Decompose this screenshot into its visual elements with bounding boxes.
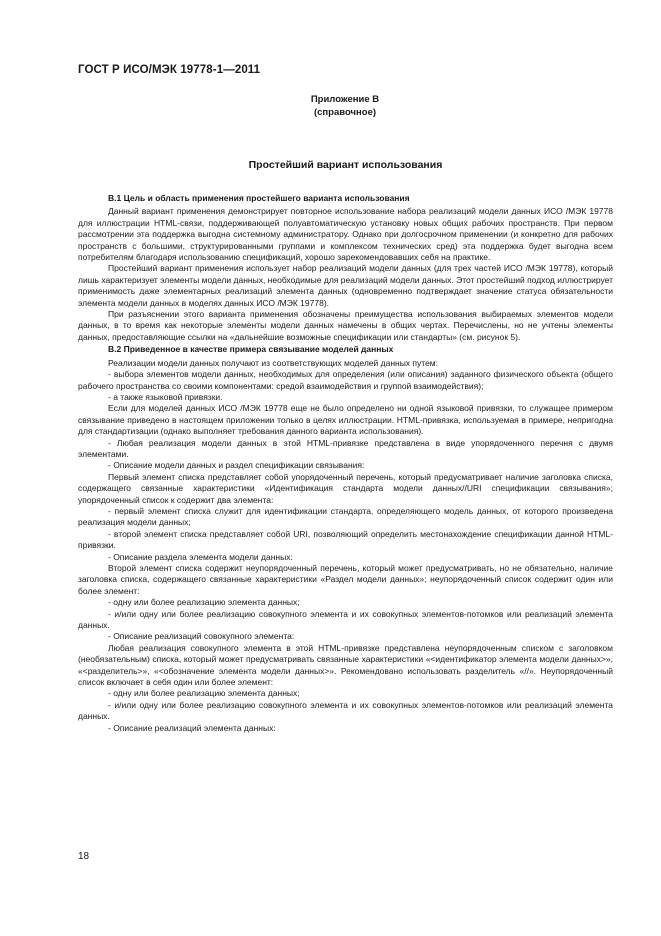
page-number: 18 xyxy=(78,851,90,862)
appendix-title: Простейший вариант использования xyxy=(248,159,443,171)
document-body xyxy=(78,192,613,734)
list-item: - первый элемент списка служит для идентификации стандарта, определяющего модель данных, от которого произведена реализация модели данных; xyxy=(78,505,613,528)
list-item: - и/или одну или более реализацию совокупного элемента и их совокупных элементов-потомков или реализаций элемента данных. xyxy=(78,608,613,631)
appendix-note: (справочное) xyxy=(313,107,377,118)
paragraph: Если для моделей данных ИСО /МЭК 19778 еще не было определено ни одной языковой привязки, то служащее примером связывание приведено в настоящем приложении только в целях иллюстрации. HTML-привязка, используемая в примере, непригодна для стандартизации (однако выполняет требования данного варианта использования). xyxy=(78,403,613,437)
paragraph: Реализации модели данных получают из соответствующих моделей данных путем: xyxy=(108,357,439,368)
list-item: - Описание раздела элемента модели данных: xyxy=(108,551,293,562)
list-item: - выбора элементов модели данных, необходимых для определения (или описания) заданного физического объекта (общего рабочего пространства со своими компонентами: средой взаимодействия и группой взаимодействия); xyxy=(78,369,613,391)
paragraph: Любая реализация совокупного элемента в этой HTML-привязке представлена неупорядоченным списком с заголовком (необязательным) списка, который может предусматривать связанные характеристики «<идентификатор элемента модели данных>», «<разделитель>», «<обозначение элемента модели данных>». Рекомендовано использовать разделитель «//». Неупорядоченный список включает в себя один или более элемент: xyxy=(78,642,613,688)
document-header: ГОСТ Р ИСО/МЭК 19778-1—2011 xyxy=(78,64,261,76)
list-item: - Описание реализаций совокупного элемента: xyxy=(108,631,295,642)
list-item: - а также языковой привязки. xyxy=(108,391,223,402)
paragraph: При разъяснении этого варианта применения обозначены преимущества использования выбираемых элементов модели данных, в то время как некоторые элементы модели данных намечены в общих чертах. Перечислены, но не учтены элементы данных, предоставляющие ссылки на «дальнейшие возможные спецификации или стандарты» (см. рисунок 5). xyxy=(78,309,613,342)
list-item: - второй элемент списка представляет собой URI, позволяющий определить местонахождение спецификации данной HTML-привязки. xyxy=(78,528,613,551)
list-item: - одну или более реализацию элемента данных; xyxy=(108,688,300,699)
paragraph: Второй элемент списка содержит неупорядоченный перечень, который может предусматривать, но не обязательно, наличие заголовка списка, содержащего связанные характеристики «Раздел модели данных»; неупорядоченный список содержит один или более элемент: xyxy=(78,563,613,596)
paragraph: Первый элемент списка представляет собой упорядоченный перечень, который предусматривает наличие заголовка списка, содержащего связанные характеристики «Идентификация стандарта модели данных//URI спецификации связывания»; упорядоченный список к содержит два элемента: xyxy=(78,471,613,505)
list-item: - Любая реализация модели данных в этой HTML-привязке представлена в виде упорядоченного перечня с двумя элементами. xyxy=(78,437,613,459)
list-item: - и/или одну или более реализацию совокупного элемента и их совокупных элементов-потомков или реализаций элемента данных. xyxy=(78,699,613,722)
appendix-label: Приложение В xyxy=(310,94,380,105)
list-item: - Описание модели данных и раздел спецификации связывания: xyxy=(108,460,365,471)
paragraph: Простейший вариант применения использует набор реализаций модели данных (для трех частей ИСО /МЭК 19778), который лишь характеризует элементы модели данных, необходимые для реализаций модели данных. Этот простейший подход иллюстрирует применимость даже элементарных реализаций элемента данных (одновременно подтверждает значение статуса обязательности элемента модели данных в моделях данных ИСО /МЭК 19778). xyxy=(78,263,613,308)
list-item: - Описание реализаций элемента данных: xyxy=(108,722,276,733)
section-heading: B.1 Цель и область применения простейшего варианта использования xyxy=(108,193,410,203)
list-item: - одну или более реализацию элемента данных; xyxy=(108,597,300,608)
paragraph: Данный вариант применения демонстрирует повторное использование набора реализаций модели данных ИСО /МЭК 19778 для иллюстрации HTML-связи, поддерживающей полуавтоматическую установку новых общих рабочих пространств. При первом рассмотрении эта поддержка выгодна системному администратору. Однако при долгосрочном применении (и конкретно для рабочих пространств с большими, структурированными группами и комплексом технических сред) эта поддержка будет выгодна всем потребителям благодаря использованию спецификаций, хорошо зарекомендовавших себя на практике. xyxy=(78,206,613,263)
section-heading: B.2 Приведенное в качестве примера связывание моделей данных xyxy=(108,344,394,355)
